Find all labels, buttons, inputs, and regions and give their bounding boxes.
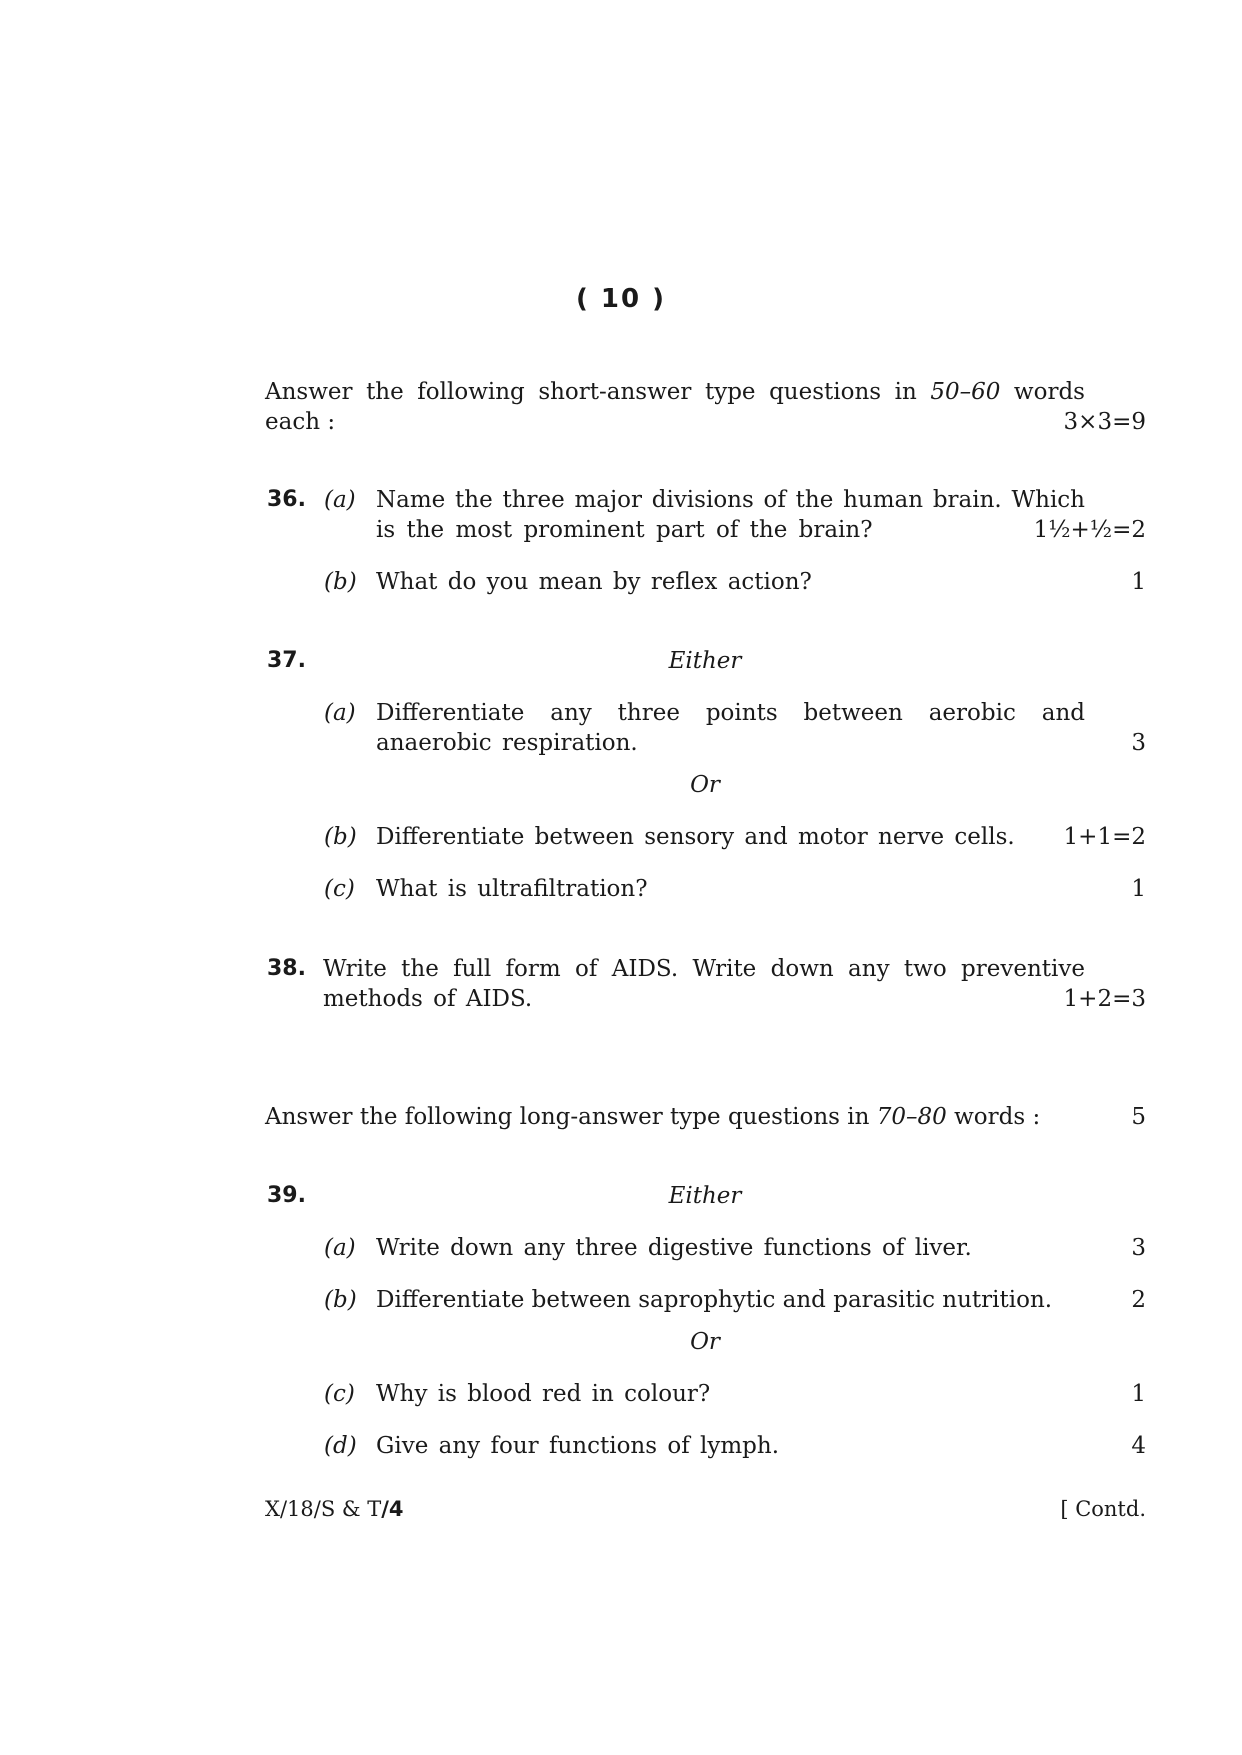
contd-label: [ Contd. xyxy=(1060,1497,1146,1521)
section2-marks: 5 xyxy=(1131,1104,1146,1130)
q36-a-line2: is the most prominent part of the brain? xyxy=(376,517,873,543)
q36-a-label: (a) xyxy=(324,487,356,513)
q39-d-text: Give any four functions of lymph. xyxy=(376,1433,780,1459)
question-36-number: 36. xyxy=(267,487,306,512)
question-39-number: 39. xyxy=(267,1183,306,1208)
question-37-number: 37. xyxy=(267,648,306,673)
section1-instruction-line1: Answer the following short-answer type questions in 50–60 words xyxy=(265,379,1085,405)
q37-a-line1: Differentiate any three points between aerobic and xyxy=(376,700,1085,726)
q39-a-text: Write down any three digestive functions of liver. xyxy=(376,1235,972,1261)
q39-d-label: (d) xyxy=(324,1433,357,1459)
q39-either: Either xyxy=(668,1183,742,1209)
q39-b-text: Differentiate between saprophytic and parasitic nutrition. xyxy=(376,1287,1053,1313)
q36-a-line1: Name the three major divisions of the human brain. Which xyxy=(376,487,1085,513)
q37-a-label: (a) xyxy=(324,700,356,726)
q37-c-marks: 1 xyxy=(1131,876,1146,902)
section1-marks: 3×3=9 xyxy=(1063,409,1146,435)
q39-c-text: Why is blood red in colour? xyxy=(376,1381,711,1407)
q36-b-marks: 1 xyxy=(1131,569,1146,595)
q39-c-label: (c) xyxy=(324,1381,355,1407)
q36-b-text: What do you mean by reflex action? xyxy=(376,569,812,595)
q39-a-marks: 3 xyxy=(1131,1235,1146,1261)
q37-either: Either xyxy=(668,648,742,674)
paper-code: X/18/S & T/4 xyxy=(265,1497,404,1521)
q36-a-marks: 1½+½=2 xyxy=(1033,517,1146,543)
q37-b-marks: 1+1=2 xyxy=(1063,824,1146,850)
q39-or: Or xyxy=(690,1329,720,1355)
q39-c-marks: 1 xyxy=(1131,1381,1146,1407)
q37-c-text: What is ultrafiltration? xyxy=(376,876,648,902)
q37-b-label: (b) xyxy=(324,824,357,850)
question-38-number: 38. xyxy=(267,956,306,981)
q38-line2: methods of AIDS. xyxy=(323,986,533,1012)
q37-c-label: (c) xyxy=(324,876,355,902)
q36-b-label: (b) xyxy=(324,569,357,595)
q39-d-marks: 4 xyxy=(1131,1433,1146,1459)
q39-b-marks: 2 xyxy=(1131,1287,1146,1313)
q39-b-label: (b) xyxy=(324,1287,357,1313)
section2-instruction: Answer the following long-answer type questions in 70–80 words : xyxy=(265,1104,1041,1130)
q39-a-label: (a) xyxy=(324,1235,356,1261)
q37-a-line2: anaerobic respiration. xyxy=(376,730,638,756)
q38-marks: 1+2=3 xyxy=(1063,986,1146,1012)
q37-b-text: Differentiate between sensory and motor nerve cells. xyxy=(376,824,1015,850)
page-number: ( 10 ) xyxy=(575,284,667,314)
q37-a-marks: 3 xyxy=(1131,730,1146,756)
section1-instruction-line2: each : xyxy=(265,409,336,435)
q37-or: Or xyxy=(690,772,720,798)
q38-line1: Write the full form of AIDS. Write down any two preventive xyxy=(323,956,1085,982)
